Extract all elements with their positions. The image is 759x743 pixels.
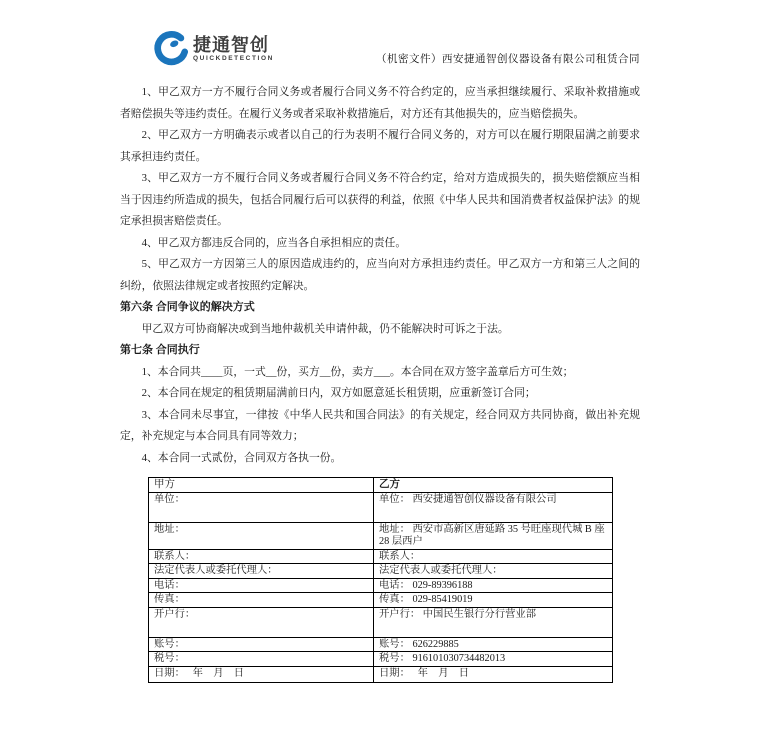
table-row-party-header bbox=[149, 478, 613, 493]
section-heading-article-7: 第七条 合同执行 bbox=[120, 344, 200, 356]
clause-paragraph: 4、本合同一式贰份，合同双方各执一份。 bbox=[141, 451, 342, 464]
party-a-date-cell: 日期： 年 月 日 bbox=[149, 666, 374, 682]
page-header bbox=[0, 0, 759, 80]
party-b-bank-cell: 开户行： 中国民生银行分行营业部 bbox=[374, 607, 613, 637]
clause-paragraph: 1、甲乙双方一方不履行合同义务或者履行合同义务不符合约定的，应当承担继续履行、采取补救措施或者赔偿损失等违约责任。在履行义务或者采取补救措施后，对方还有其他损失的，应当赔偿损失。 bbox=[120, 86, 640, 120]
parties-table bbox=[148, 477, 613, 683]
party-a-tax-id-cell: 税号： bbox=[149, 652, 374, 667]
table-row-fax bbox=[149, 593, 613, 608]
party-b-account-cell: 账号： 626229885 bbox=[374, 637, 613, 652]
section-heading-article-6: 第六条 合同争议的解决方式 bbox=[120, 301, 255, 313]
clause-paragraph: 3、甲乙双方一方不履行合同义务或者履行合同义务不符合约定，给对方造成损失的，损失赔偿额应当相当于因违约所造成的损失，包括合同履行后可以获得的利益，依照《中华人民共和国消费者权益保护法》的规定承担损害赔偿责任。 bbox=[120, 172, 640, 227]
brand-logo bbox=[151, 30, 274, 68]
table-row-date bbox=[149, 666, 613, 682]
party-b-date-cell: 日期： 年 月 日 bbox=[374, 666, 613, 682]
table-row-account bbox=[149, 637, 613, 652]
swirl-logo-icon bbox=[151, 30, 189, 68]
party-b-header-cell: 乙方 bbox=[374, 478, 613, 493]
party-b-phone-cell: 电话： 029-89396188 bbox=[374, 578, 613, 593]
party-a-contact-cell: 联系人： bbox=[149, 549, 374, 564]
brand-name-en: QUICKDETECTION bbox=[193, 54, 274, 62]
clause-paragraph: 3、本合同未尽事宜，一律按《中华人民共和国合同法》的有关规定，经合同双方共同协商，做出补充规定，补充规定与本合同具有同等效力； bbox=[120, 408, 640, 442]
party-a-fax-cell: 传真： bbox=[149, 593, 374, 608]
party-a-header-cell: 甲方 bbox=[149, 478, 374, 493]
party-b-company-cell: 单位： 西安捷通智创仪器设备有限公司 bbox=[374, 492, 613, 522]
clause-paragraph: 2、本合同在规定的租赁期届满前日内，双方如愿意延长租赁期，应重新签订合同； bbox=[141, 387, 536, 399]
table-row-bank bbox=[149, 607, 613, 637]
brand-name-cn: 捷通智创 bbox=[193, 34, 269, 55]
party-b-fax-cell: 传真： 029-85419019 bbox=[374, 593, 613, 608]
party-a-legal-rep-cell: 法定代表人或委托代理人： bbox=[149, 564, 374, 579]
party-a-account-cell: 账号： bbox=[149, 637, 374, 652]
doc-title: （机密文件）西安捷通智创仪器设备有限公司租赁合同 bbox=[376, 54, 640, 65]
table-row-contact bbox=[149, 549, 613, 564]
contract-body bbox=[120, 82, 640, 683]
brand-text bbox=[193, 36, 274, 63]
table-row-phone bbox=[149, 578, 613, 593]
clause-paragraph: 4、甲乙双方都违反合同的，应当各自承担相应的责任。 bbox=[141, 236, 407, 249]
table-row-company bbox=[149, 492, 613, 522]
table-row-tax-id bbox=[149, 652, 613, 667]
party-b-contact-cell: 联系人： bbox=[374, 549, 613, 564]
party-a-address-cell: 地址： bbox=[149, 522, 374, 549]
party-a-bank-cell: 开户行： bbox=[149, 607, 374, 637]
party-a-company-cell: 单位： bbox=[149, 492, 374, 522]
clause-paragraph: 2、甲乙双方一方明确表示或者以自己的行为表明不履行合同义务的，对方可以在履行期限届满之前要求其承担违约责任。 bbox=[120, 129, 640, 163]
party-a-phone-cell: 电话： bbox=[149, 578, 374, 593]
party-b-legal-rep-cell: 法定代表人或委托代理人： bbox=[374, 564, 613, 579]
clause-paragraph: 甲乙双方可协商解决或到当地仲裁机关申请仲裁，仍不能解决时可诉之于法。 bbox=[141, 322, 509, 335]
clause-paragraph: 1、本合同共____页，一式__份，买方__份，卖方___。本合同在双方签字盖章后方可生效； bbox=[141, 365, 574, 378]
party-b-tax-id-cell: 税号： 916101030734482013 bbox=[374, 652, 613, 667]
party-b-address-cell: 地址： 西安市高新区唐延路 35 号旺座现代城 B 座 28 层西户 bbox=[374, 522, 613, 549]
table-row-address bbox=[149, 522, 613, 549]
clause-paragraph: 5、甲乙双方一方因第三人的原因造成违约的，应当向对方承担违约责任。甲乙双方一方和第三人之间的纠纷，依照法律规定或者按照约定解决。 bbox=[120, 258, 640, 292]
table-row-legal-rep bbox=[149, 564, 613, 579]
